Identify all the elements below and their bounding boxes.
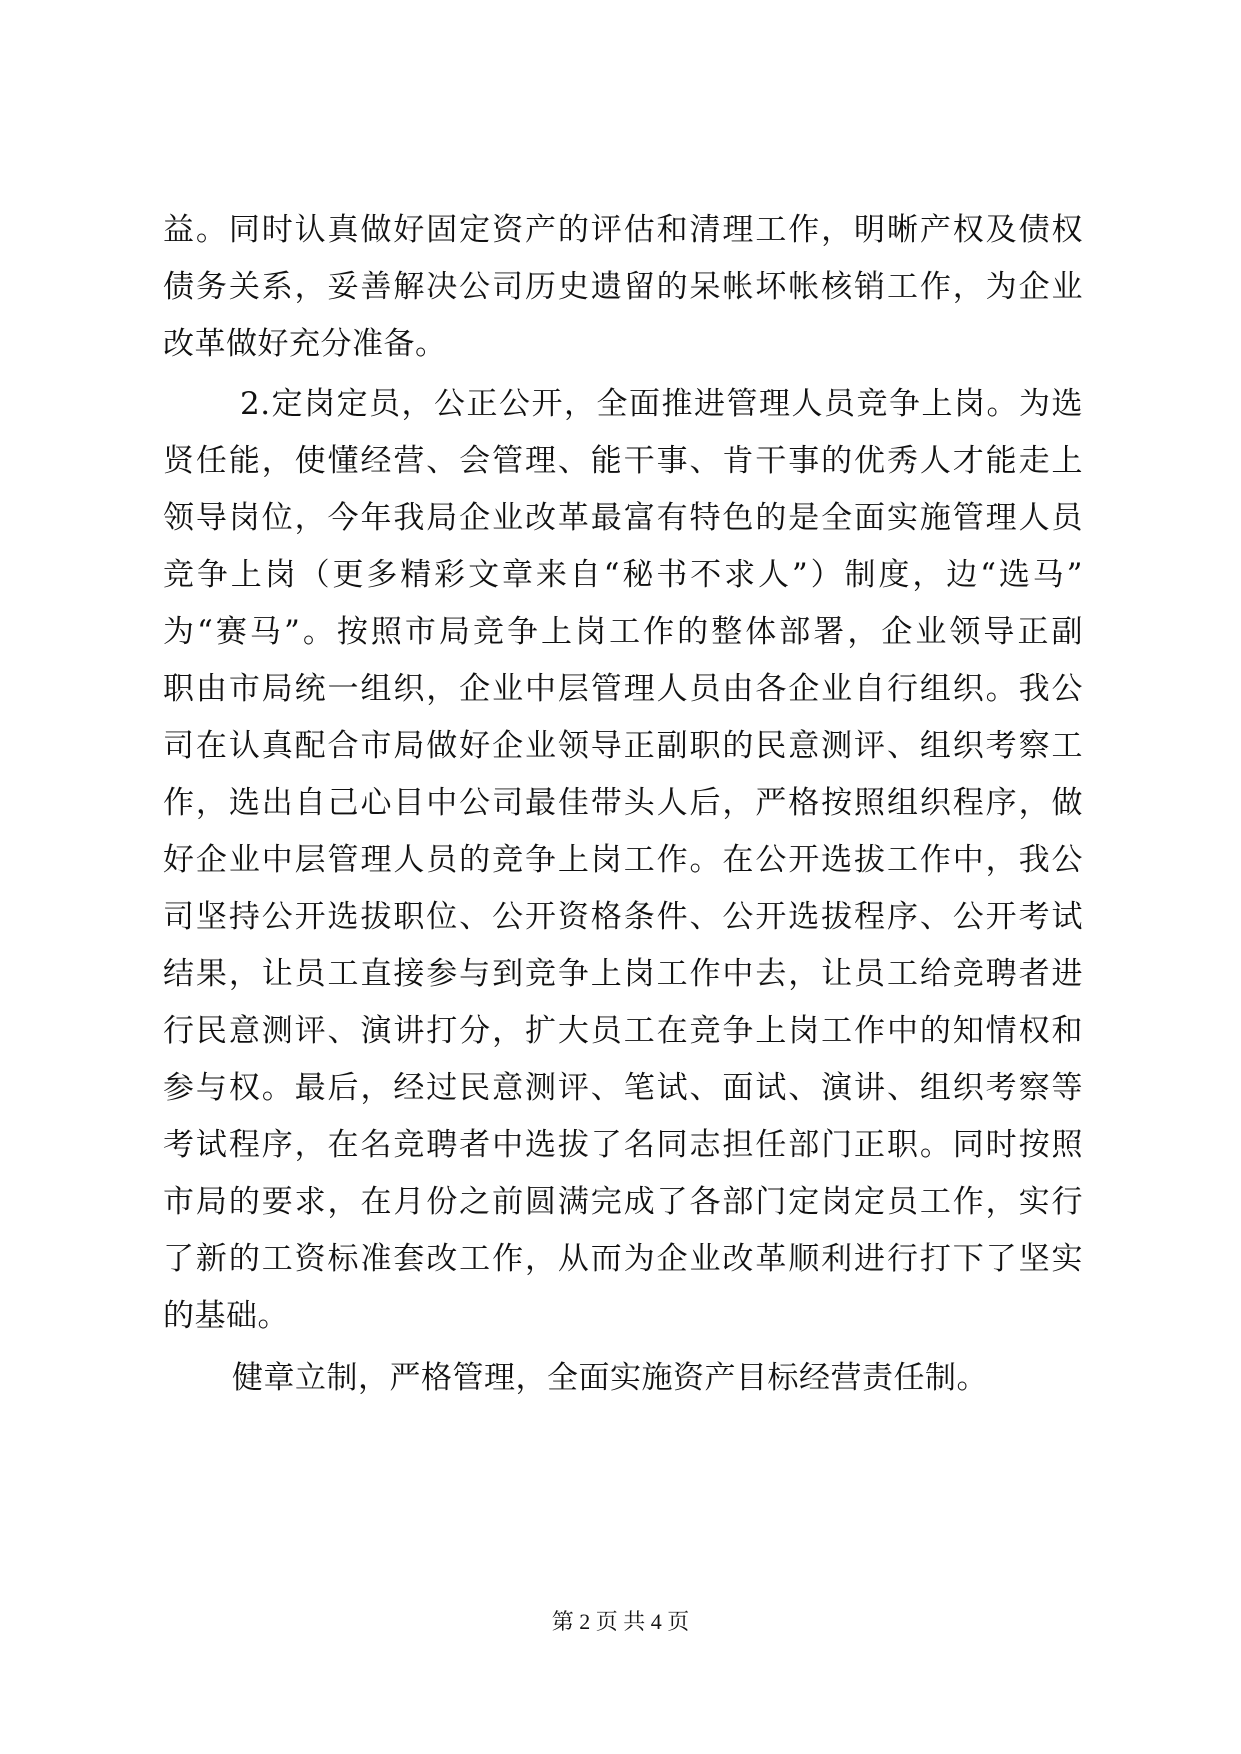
paragraph-line: 为“赛马”。按照市局竞争上岗工作的整体部署，企业领导正副	[163, 614, 1083, 650]
paragraph-line: 行民意测评、演讲打分，扩大员工在竞争上岗工作中的知情权和	[163, 1013, 1083, 1049]
paragraph-line: 的基础。	[163, 1298, 289, 1334]
paragraph-line: 市局的要求，在月份之前圆满完成了各部门定岗定员工作，实行	[163, 1184, 1083, 1220]
paragraph-line: 健章立制，严格管理，全面实施资产目标经营责任制。	[232, 1360, 988, 1396]
paragraph-line: 竞争上岗（更多精彩文章来自“秘书不求人”）制度，边“选马”	[163, 557, 1083, 593]
paragraph-line: 2.定岗定员，公正公开，全面推进管理人员竞争上岗。为选	[240, 386, 1083, 422]
paragraph-line: 司坚持公开选拔职位、公开资格条件、公开选拔程序、公开考试	[163, 899, 1083, 935]
page-footer: 第 2 页 共 4 页	[551, 1609, 690, 1634]
paragraph-line: 职由市局统一组织，企业中层管理人员由各企业自行组织。我公	[163, 671, 1083, 707]
paragraph-line: 结果，让员工直接参与到竞争上岗工作中去，让员工给竞聘者进	[163, 956, 1083, 992]
paragraph-line: 领导岗位，今年我局企业改革最富有特色的是全面实施管理人员	[163, 500, 1083, 536]
paragraph-line: 作，选出自己心目中公司最佳带头人后，严格按照组织程序，做	[163, 785, 1083, 821]
paragraph-line: 考试程序，在名竞聘者中选拔了名同志担任部门正职。同时按照	[163, 1127, 1083, 1163]
paragraph-line: 益。同时认真做好固定资产的评估和清理工作，明晰产权及债权	[163, 212, 1083, 248]
paragraph-line: 债务关系，妥善解决公司历史遗留的呆帐坏帐核销工作，为企业	[163, 269, 1083, 305]
paragraph-line: 司在认真配合市局做好企业领导正副职的民意测评、组织考察工	[163, 728, 1083, 764]
paragraph-line: 了新的工资标准套改工作，从而为企业改革顺利进行打下了坚实	[163, 1241, 1083, 1277]
paragraph-line: 改革做好充分准备。	[163, 326, 447, 362]
paragraph-line: 参与权。最后，经过民意测评、笔试、面试、演讲、组织考察等	[163, 1070, 1083, 1106]
paragraph-line: 贤任能，使懂经营、会管理、能干事、肯干事的优秀人才能走上	[163, 443, 1083, 479]
paragraph-line: 好企业中层管理人员的竞争上岗工作。在公开选拔工作中，我公	[163, 842, 1083, 878]
